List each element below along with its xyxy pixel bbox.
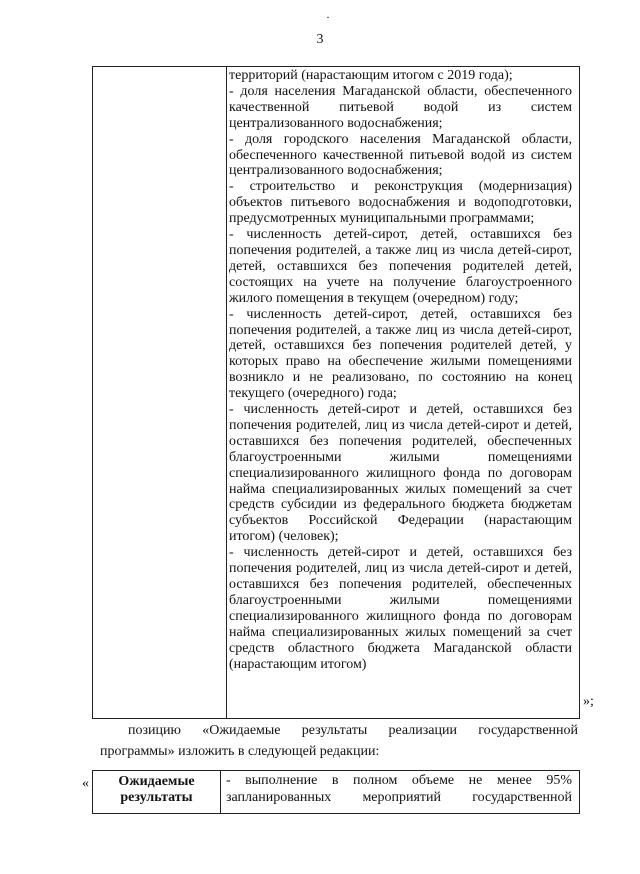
table-text-line: субъектов Российской Федерации (нарастающим bbox=[229, 513, 572, 529]
top-dot: · bbox=[326, 10, 330, 24]
table-text-line: - численность детей-сирот и детей, оставшихся без bbox=[229, 402, 572, 418]
table-text-line: оставшихся без попечения родителей, обеспеченных bbox=[229, 577, 572, 592]
table-text-line: - численность детей-сирот и детей, оставшихся без bbox=[229, 545, 572, 561]
table-text-line: текущего (очередного) года; bbox=[229, 386, 397, 402]
table-text-line: - доля городского населения Магаданской области, bbox=[229, 131, 572, 147]
expected-results-table bbox=[92, 770, 580, 814]
table-text-line: найма специализированных жилых помещений за счет bbox=[229, 624, 572, 640]
amendment-paragraph bbox=[100, 720, 578, 762]
table-text-line: жилого помещения в текущем (очередном) году; bbox=[229, 290, 519, 306]
table-text-line: предусмотренных муниципальными программами; bbox=[229, 211, 535, 227]
table-text-line: - доля населения Магаданской области, обеспеченного bbox=[229, 83, 572, 99]
table-text-line: качественной питьевой водой из систем bbox=[229, 99, 572, 115]
expected-results-line-2: запланированных мероприятий государственной bbox=[226, 789, 572, 805]
indicators-table bbox=[92, 66, 580, 719]
expected-results-header: Ожидаемые результаты bbox=[118, 774, 195, 805]
expected-results-line-1: - выполнение в полном объеме не менее 95% bbox=[226, 773, 572, 788]
table-text-line: детей, оставшихся без попечения родителей детей, bbox=[229, 258, 572, 274]
table-column-divider bbox=[220, 771, 221, 813]
table-text-line: состоящих на учете на получение благоустроенного bbox=[229, 274, 572, 290]
table-text-line: попечения родителей, лиц из числа детей-сирот и детей, bbox=[229, 561, 572, 577]
table-text-line: попечения родителей, а также лиц из числа детей-сирот, bbox=[229, 242, 572, 258]
table-text-line: территорий (нарастающим итогом с 2019 года); bbox=[229, 68, 513, 83]
table-text-line: объектов питьевого водоснабжения и водоподготовки, bbox=[229, 195, 572, 211]
table-text-line: централизованного водоснабжения; bbox=[229, 115, 443, 131]
table-text-line: (нарастающим итогом) bbox=[229, 656, 367, 672]
closing-quote: »; bbox=[583, 694, 594, 709]
paragraph-line-1: позицию «Ожидаемые результаты реализации государственной bbox=[128, 723, 578, 738]
table-text-line: средств областного бюджета Магаданской области bbox=[229, 640, 572, 656]
table-text-line: оставшихся без попечения родителей, обеспеченных bbox=[229, 433, 572, 449]
table-text-line: специализированного жилищного фонда по договорам bbox=[229, 465, 572, 481]
table-text-line: благоустроенными жилыми помещениями bbox=[229, 449, 572, 465]
table-text-line: - численность детей-сирот, детей, оставшихся без bbox=[229, 306, 572, 322]
table-text-line: детей, оставшихся без попечения родителей детей, у bbox=[229, 338, 572, 354]
table-text-line: - численность детей-сирот, детей, оставшихся без bbox=[229, 227, 572, 243]
table-text-line: найма специализированных жилых помещений за счет bbox=[229, 481, 572, 497]
table-text-line: средств субсидии из федерального бюджета бюджетам bbox=[229, 497, 572, 513]
indicators-cell bbox=[229, 68, 572, 672]
page-number: 3 bbox=[316, 32, 324, 47]
table-text-line: обеспеченного качественной питьевой водой из систем bbox=[229, 147, 572, 163]
table-text-line: итогом) (человек); bbox=[229, 529, 339, 545]
table-text-line: попечения родителей, лиц из числа детей-сирот и детей, bbox=[229, 417, 572, 433]
table-text-line: специализированного жилищного фонда по договорам bbox=[229, 608, 572, 624]
table-text-line: которых право на обеспечение жилыми помещениями bbox=[229, 354, 572, 370]
expected-results-cell bbox=[226, 773, 572, 806]
table-text-line: попечения родителей, а также лиц из числа детей-сирот, bbox=[229, 322, 572, 338]
table-text-line: централизованного водоснабжения; bbox=[229, 163, 443, 179]
table-text-line: возникло и не реализовано, по состоянию на конец bbox=[229, 370, 572, 386]
opening-quote: « bbox=[82, 776, 89, 791]
table-text-line: благоустроенными жилыми помещениями bbox=[229, 592, 572, 608]
table-column-divider bbox=[226, 67, 227, 718]
paragraph-line-2: программы» изложить в следующей редакции: bbox=[100, 744, 380, 759]
table-text-line: - строительство и реконструкция (модернизация) bbox=[229, 179, 572, 195]
